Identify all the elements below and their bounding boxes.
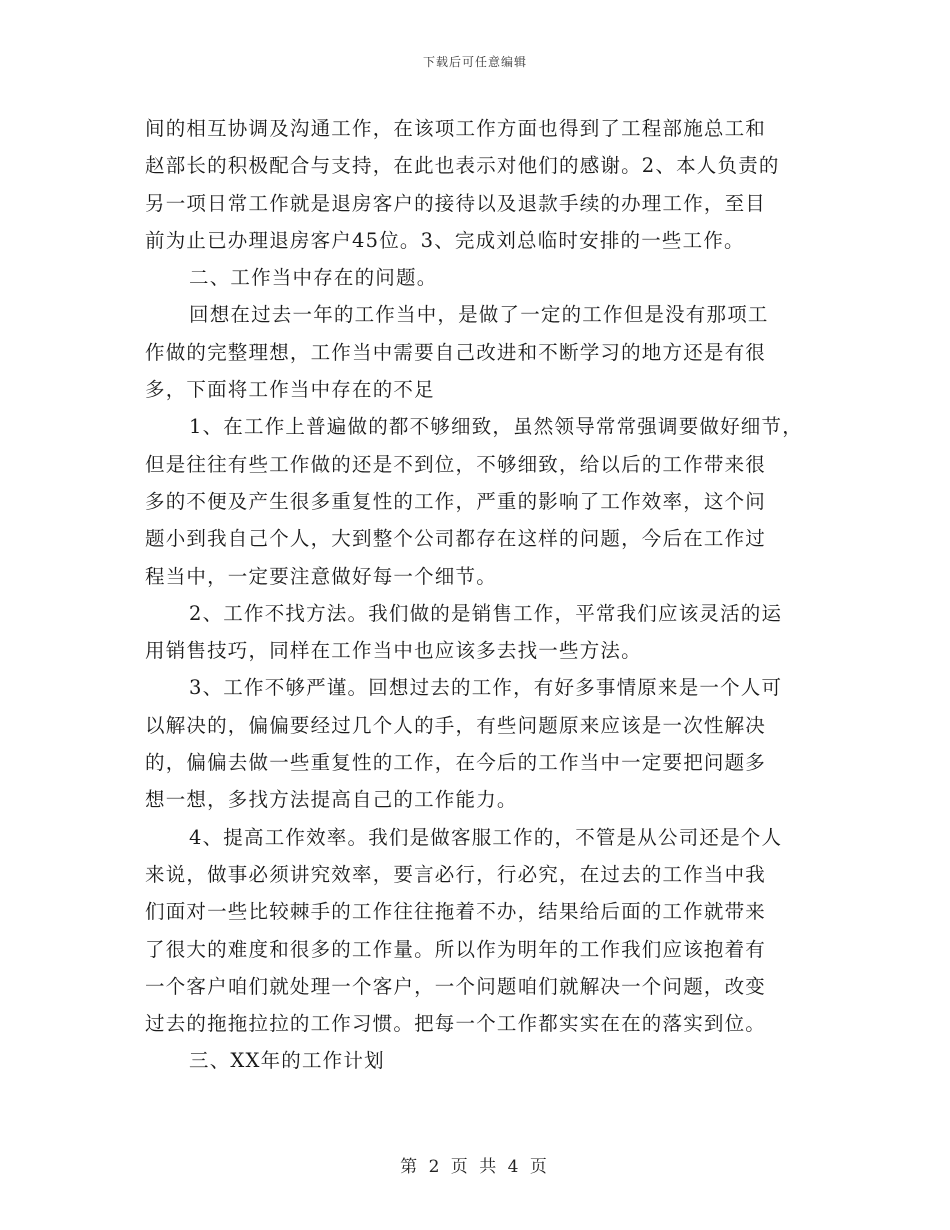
text-line: 二、工作当中存在的问题。 [189,266,438,290]
text-line: 间的相互协调及沟通工作，在该项工作方面也得到了工程部施总工和 [145,117,767,140]
page-footer: 第 2 页 共 4 页 [400,1157,550,1177]
text-line: 2、工作不找方法。我们做的是销售工作，平常我们应该灵活的运 [189,601,783,625]
text-line: 3、工作不够严谨。回想过去的工作，有好多事情原来是一个人可 [189,676,783,700]
text-line: 多的不便及产生很多重复性的工作，严重的影响了工作效率，这个问 [145,489,767,513]
text-line: 三、XX年的工作计划 [189,1049,385,1073]
text-line: 想一想，多找方法提高自己的工作能力。 [145,788,518,812]
text-line: 题小到我自己个人，大到整个公司都存在这样的问题，今后在工作过 [145,527,767,551]
text-line: 4、提高工作效率。我们是做客服工作的，不管是从公司还是个人 [189,825,783,849]
text-line: 作做的完整理想，工作当中需要自己改进和不断学习的地方还是有很 [145,340,767,364]
text-line: 赵部长的积极配合与支持，在此也表示对他们的感谢。2、本人负责的 [145,154,780,178]
page-header: 下载后可任意编辑 [422,55,527,69]
text-line: 前为止已办理退房客户45位。3、完成刘总临时安排的一些工作。 [145,228,745,252]
text-line: 们面对一些比较棘手的工作往往拖着不办，结果给后面的工作就带来 [145,900,767,924]
text-line: 过去的拖拖拉拉的工作习惯。把每一个工作都实实在在的落实到位。 [145,1012,767,1036]
text-line: 用销售技巧，同样在工作当中也应该多去找一些方法。 [145,639,642,663]
text-line: 回想在过去一年的工作当中，是做了一定的工作但是没有那项工 [189,303,769,327]
text-line: 1、在工作上普遍做的都不够细致，虽然领导常常强调要做好细节， [189,415,803,439]
text-line: 了很大的难度和很多的工作量。所以作为明年的工作我们应该抱着有 [145,937,767,961]
text-line: 来说，做事必须讲究效率，要言必行，行必究，在过去的工作当中我 [145,862,767,886]
text-line: 另一项日常工作就是退房客户的接待以及退款手续的办理工作，至目 [145,191,767,215]
text-line: 的，偏偏去做一些重复性的工作，在今后的工作当中一定要把问题多 [145,751,767,775]
text-line: 但是往往有些工作做的还是不到位，不够细致，给以后的工作带来很 [145,452,767,476]
document-body [145,110,810,1080]
text-line: 一个客户咱们就处理一个客户，一个问题咱们就解决一个问题，改变 [145,974,767,998]
text-line: 以解决的，偏偏要经过几个人的手，有些问题原来应该是一次性解决 [145,713,767,737]
text-line: 程当中，一定要注意做好每一个细节。 [145,564,497,588]
text-line: 多，下面将工作当中存在的不足 [145,378,435,402]
